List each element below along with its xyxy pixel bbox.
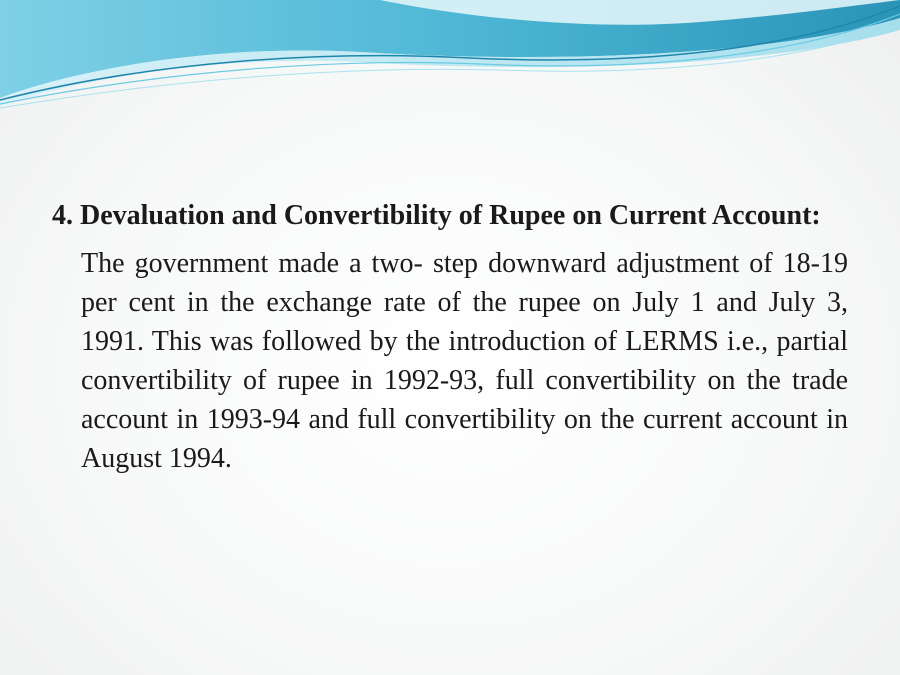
header-wave-decoration	[0, 0, 900, 120]
slide-content	[52, 196, 848, 478]
section-heading: 4. Devaluation and Convertibility of Rupee on Current Account:	[52, 200, 821, 231]
section-body: The government made a two- step downward adjustment of 18-19 per cent in the exchange rate of the rupee on July 1 and July 3, 1991. This was followed by the introduction of LERMS i.e., partial convertibility of rupee in 1992-93, full convertibility on the trade account in 1993-94 and full convertibility on the current account in August 1994.	[81, 248, 848, 474]
